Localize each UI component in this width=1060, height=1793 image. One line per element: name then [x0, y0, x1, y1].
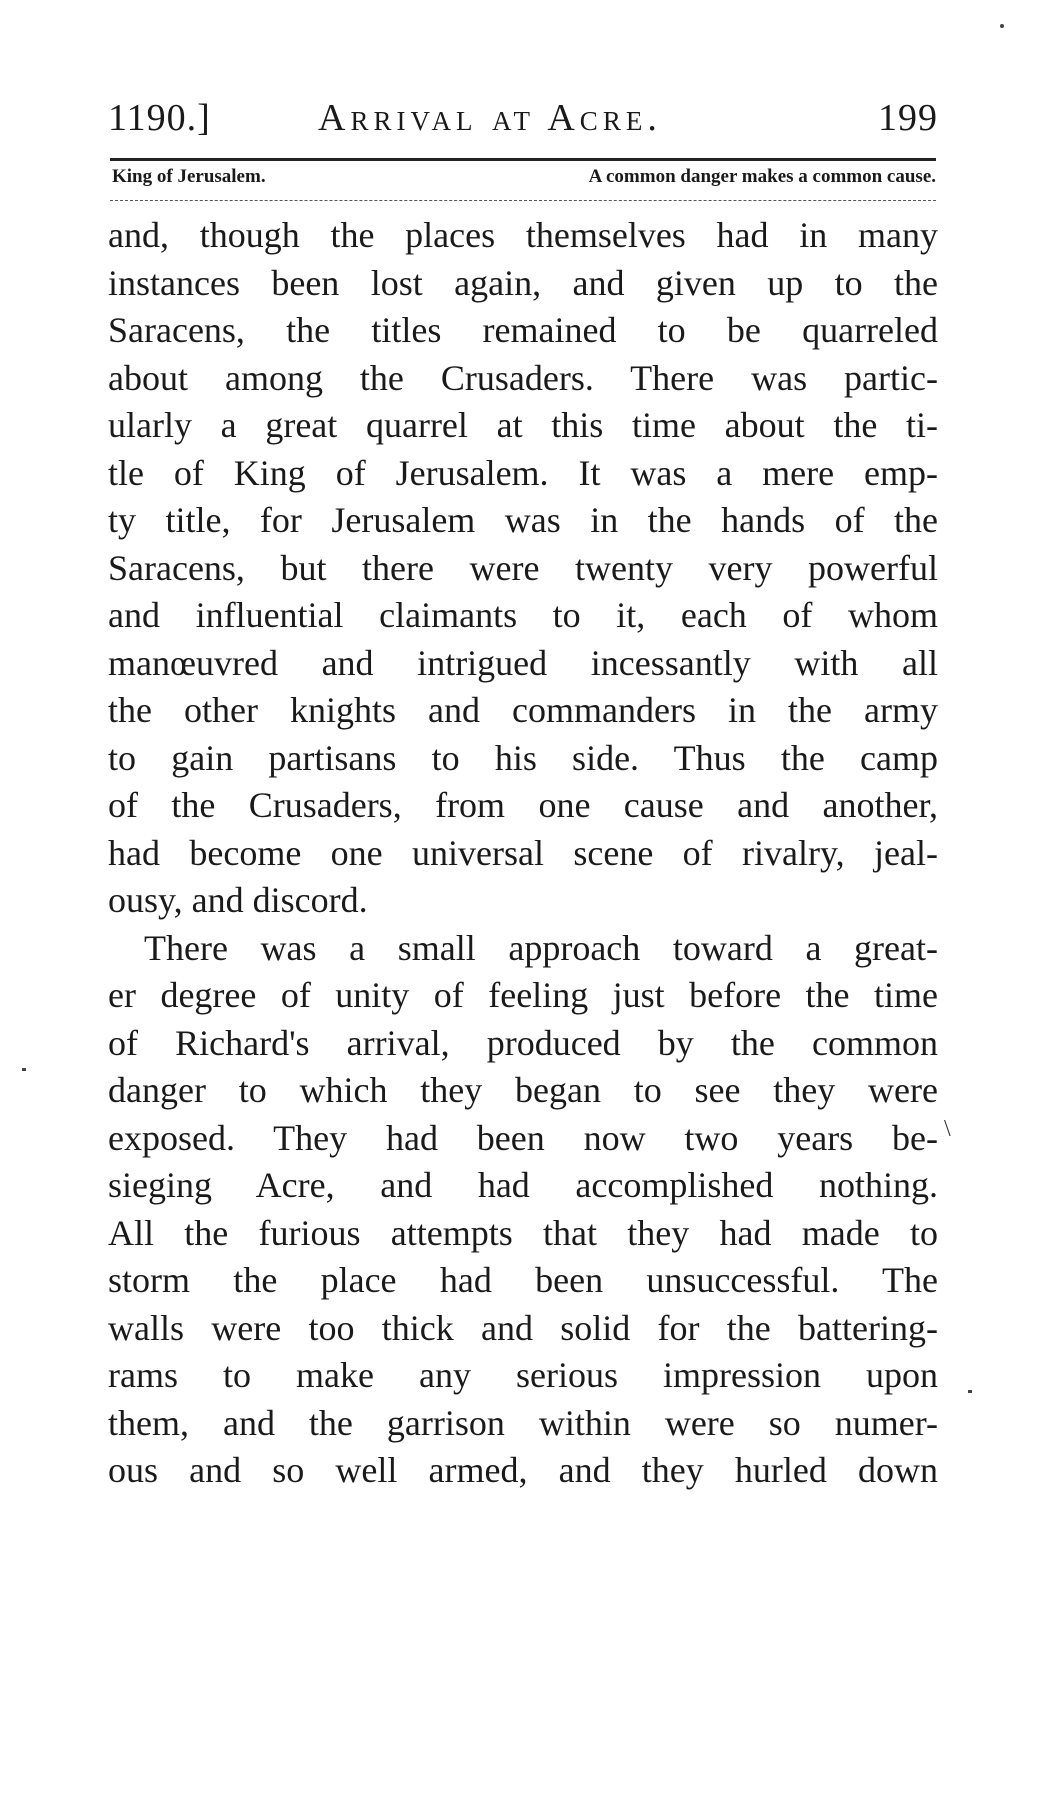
page-number: 199: [878, 97, 938, 139]
running-head: [108, 96, 938, 146]
text-line-paragraph-start: There was a small approach toward a great-: [144, 927, 938, 968]
text-line: of Richard's arrival, produced by the common: [108, 1022, 938, 1063]
text-line: the other knights and commanders in the army: [108, 690, 938, 730]
speck-mark: [1000, 24, 1004, 28]
subhead-left: King of Jerusalem.: [112, 166, 266, 187]
text-line: ularly a great quarrel at this time about the ti-: [108, 405, 938, 445]
running-head-year: 1190.]: [108, 97, 211, 139]
text-line: and, though the places themselves had in many: [108, 215, 938, 255]
text-line: Saracens, the titles remained to be quarreled: [108, 310, 938, 350]
running-head-title: Arrival at Acre.: [318, 97, 662, 139]
text-line: exposed. They had been now two years be-: [108, 1117, 938, 1158]
text-line: and influential claimants to it, each of whom: [108, 595, 938, 635]
speck-mark: [22, 1068, 26, 1071]
subhead-rule: [110, 200, 936, 201]
text-line: to gain partisans to his side. Thus the camp: [108, 737, 938, 778]
text-line: manœuvred and intrigued incessantly with all: [108, 642, 938, 683]
text-line: instances been lost again, and given up to the: [108, 262, 938, 303]
text-line: storm the place had been unsuccessful. The: [108, 1260, 938, 1300]
text-line: had become one universal scene of rivalry, jeal-: [108, 832, 938, 873]
subhead-right: A common danger makes a common cause.: [588, 166, 936, 187]
text-line: them, and the garrison within were so numer-: [108, 1402, 938, 1443]
text-line: tle of King of Jerusalem. It was a mere emp-: [108, 452, 938, 493]
text-line: rams to make any serious impression upon: [108, 1355, 938, 1395]
marginal-subheads: [110, 166, 936, 196]
text-line: ty title, for Jerusalem was in the hands of the: [108, 500, 938, 540]
speck-mark: [968, 1390, 972, 1393]
margin-backslash-mark: \: [944, 1116, 951, 1142]
text-line: danger to which they began to see they were: [108, 1070, 938, 1110]
header-rule: [110, 158, 936, 161]
text-line: about among the Crusaders. There was partic-: [108, 357, 938, 398]
text-line: walls were too thick and solid for the battering-: [108, 1307, 938, 1348]
text-line: ous and so well armed, and they hurled down: [108, 1450, 938, 1490]
body-text: [108, 212, 938, 1495]
text-line-paragraph-end: ousy, and discord.: [108, 880, 368, 920]
text-line: sieging Acre, and had accomplished nothing.: [108, 1165, 938, 1205]
text-line: Saracens, but there were twenty very powerful: [108, 547, 938, 588]
text-line: of the Crusaders, from one cause and another,: [108, 785, 938, 825]
text-line: er degree of unity of feeling just before the time: [108, 975, 938, 1015]
text-line: All the furious attempts that they had made to: [108, 1212, 938, 1253]
